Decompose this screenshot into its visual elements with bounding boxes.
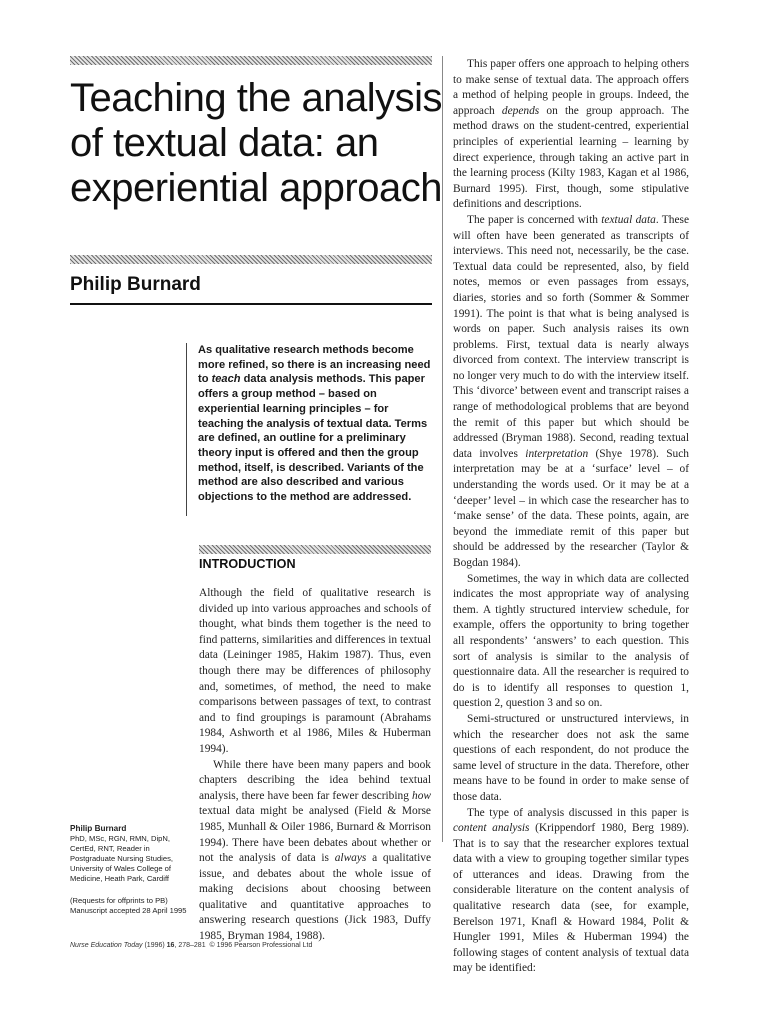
body-column-right xyxy=(453,57,689,977)
column-divider xyxy=(442,56,443,842)
paragraph: Sometimes, the way in which data are collected indicates the most appropriate way of analysing them. A tightly structured interview schedule, for example, offers the opportunity to bring together all respondents’ ‘answers’ to each question. This sort of analysis is similar to the analysis of questionnaire data. All the researcher is required to do is to identify all responses to question 1, question 2, question 3 and so on. xyxy=(453,572,689,710)
abstract-side-rule xyxy=(186,343,187,516)
body-column-middle xyxy=(199,586,431,945)
paragraph: The type of analysis discussed in this paper is content analysis (Krippendorf 1980, Berg 1989). That is to say that the researcher explores textual data with a view to grouping together similar types of utterances and ideas. Drawing from the considerable literature on the content analysis of qualitative research data (see, for example, Berelson 1971, Knafl & Howard 1984, Polit & Hungler 1991, Miles & Huberman 1994) the following stages of content analysis of textual data may be identified: xyxy=(453,806,689,975)
article-author: Philip Burnard xyxy=(70,274,201,295)
journal-name: Nurse Education Today xyxy=(70,942,143,949)
journal-citation xyxy=(70,942,312,949)
abstract xyxy=(198,343,434,505)
section-heading: INTRODUCTION xyxy=(199,557,296,571)
journal-volume: 16 xyxy=(166,942,175,949)
journal-pages: , 278–281 xyxy=(174,942,206,949)
abstract-text: data analysis methods. This paper offers a group method – based on experiential learning principles – for teaching the analysis of textual data. Terms are defined, an outline for a preliminary theory input is offered and then the group method, itself, is described. Variants of the method are also described and various objections to the method are addressed. xyxy=(198,373,428,504)
paragraph: While there have been many papers and book chapters describing the idea behind textual analysis, there have been far fewer describing how textual data might be analysed (Field & Morse 1985, Munhall & Oiler 1986, Burnard & Morrison 1994). There have been debates about whether or not the analysis of data is always a qualitative issue, and debates about the whole issue of making decisions about choosing between qualitative and quantitative approaches to answering research questions (Jick 1983, Duffy 1985, Bryman 1984, 1988). xyxy=(199,758,432,943)
section-rule xyxy=(199,545,431,554)
article-title: Teaching the analysis of textual data: an experiential approach xyxy=(70,76,442,210)
offprint-note: (Requests for offprints to PB) Manuscript accepted 28 April 1995 xyxy=(70,896,187,915)
affiliation-details: PhD, MSc, RGN, RMN, DipN, CertEd, RNT, Reader in Postgraduate Nursing Studies, University of Wales College of Medicine, Heath Park, Cardiff xyxy=(70,834,173,883)
abstract-text: As qualitative research methods become more refined, so there is an increasing need to xyxy=(198,344,431,386)
paragraph: The paper is concerned with textual data. These will often have been generated as transcripts of interviews. This need not, necessarily, be the case. Textual data could be represented, also, by field notes, memos or even passages from essays, diaries, stories and so forth (Sommer & Sommer 1991). The point is that what is being analysed is words on paper. Such analysis raises its own problems. First, textual data is nearly always divorced from context. The interview transcript is no longer very much to do with the interview itself. This ‘divorce’ between event and transcript raises a range of methodological problems that are beyond the remit of this paper but which should be addressed (Bryman 1988). Second, reading textual data involves interpretation (Shye 1978). Such interpretation may be at a ‘surface’ level – of understanding the words used. Or it may be at a ‘deeper’ level – in which case the researcher has to ‘make sense’ of the data. These points, again, are beyond the immediate remit of this paper but should be addressed by the researcher (Taylor & Bogdan 1984). xyxy=(453,213,690,569)
paragraph: Although the field of qualitative research is divided up into various approaches and schools of thought, what binds them together is the need to find patterns, similarities and differences in textual data (Leininger 1985, Hakim 1987). Thus, even though there may be differences of philosophy and, sometimes, of method, the need to make comparisons between passages of text, to contrast and to find groupings is paramount (Abrahams 1984, Ashworth et al 1986, Miles & Huberman 1994). xyxy=(199,587,431,755)
title-top-rule xyxy=(70,56,432,65)
affiliation-name: Philip Burnard xyxy=(70,824,127,833)
author-affiliation xyxy=(70,824,188,884)
author-rule xyxy=(70,303,432,305)
copyright: © 1996 Pearson Professional Ltd xyxy=(209,942,313,949)
journal-year: (1996) xyxy=(144,942,165,949)
title-bottom-rule xyxy=(70,255,432,264)
paragraph: This paper offers one approach to helping others to make sense of textual data. The approach offers a method of helping people in groups. Indeed, the approach depends on the group approach. The method draws on the student-centred, experiential principles of experiential learning – learning by direct experience, through taking an active part in the learning process (Kilty 1983, Kagan et al 1986, Burnard 1995). First, though, some stipulative definitions and descriptions. xyxy=(453,58,689,211)
paragraph: Semi-structured or unstructured interviews, in which the researcher does not ask the same questions of each respondent, do not produce the same level of structure in the data. Therefore, other means have to be found in order to make sense of those data. xyxy=(453,712,689,803)
abstract-emphasis: teach xyxy=(211,373,241,386)
